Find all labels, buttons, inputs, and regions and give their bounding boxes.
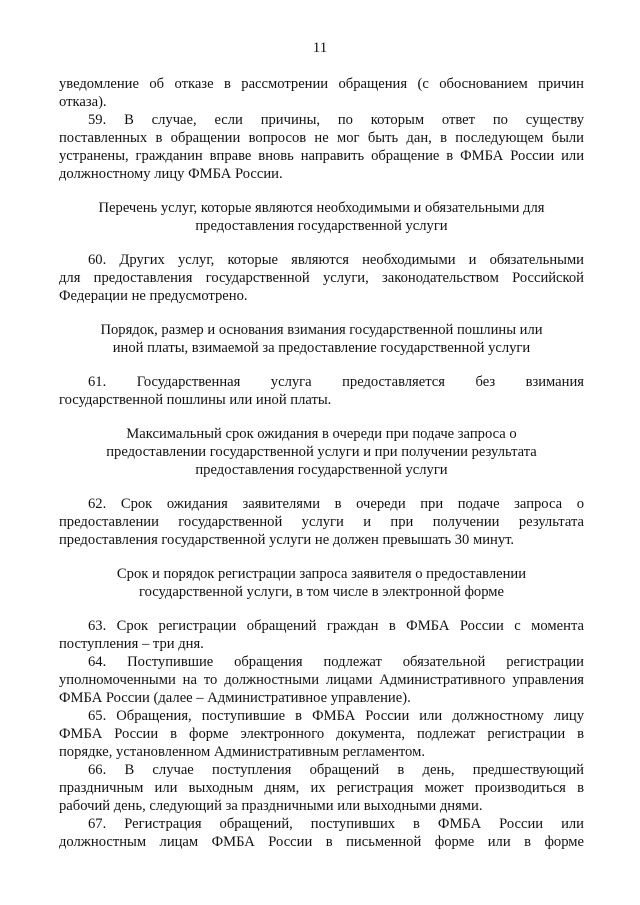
text-line: 59. В случае, если причины, по которым ответ по существу	[88, 112, 584, 128]
text-line: Федерации не предусмотрено.	[59, 288, 248, 304]
text-line: государственной пошлины или иной платы.	[59, 392, 332, 408]
text-line: поступления – три дня.	[59, 636, 204, 652]
text-line: рабочий день, следующий за праздничными или выходными днями.	[59, 798, 483, 814]
text-line: должностному лицу ФМБА России.	[59, 166, 283, 182]
section-heading-line: Перечень услуг, которые являются необходимыми и обязательными для	[98, 200, 545, 216]
text-line: праздничным или выходным дням, их регистрация может производиться в	[59, 780, 584, 796]
text-line: 64. Поступившие обращения подлежат обязательной регистрации	[88, 654, 584, 670]
section-heading-line: государственной услуги, в том числе в электронной форме	[138, 584, 505, 600]
text-line: поставленных в обращении вопросов не мог быть дан, в последующем были	[59, 130, 584, 146]
text-line: предоставления государственной услуги не должен превышать 30 минут.	[59, 532, 515, 548]
text-line: 65. Обращения, поступившие в ФМБА России или должностному лицу	[88, 708, 584, 724]
section-heading-line: Максимальный срок ожидания в очереди при подаче запроса о	[126, 426, 517, 442]
section-heading-line: предоставления государственной услуги	[195, 462, 448, 478]
text-line: должностным лицам ФМБА России в письменной форме или в форме	[59, 834, 584, 850]
text-line: уведомление об отказе в рассмотрении обращения (с обоснованием причин	[59, 76, 584, 92]
text-line: отказа).	[59, 94, 107, 110]
text-line: 62. Срок ожидания заявителями в очереди при подаче запроса о	[88, 496, 584, 512]
text-line: ФМБА России в форме электронного документа, подлежат регистрации в	[59, 726, 584, 742]
section-heading-line: Срок и порядок регистрации запроса заявителя о предоставлении	[116, 566, 527, 582]
section-heading-line: предоставлении государственной услуги и при получении результата	[106, 444, 537, 460]
section-heading-line: иной платы, взимаемой за предоставление государственной услуги	[112, 340, 531, 356]
text-line: 60. Других услуг, которые являются необходимыми и обязательными	[88, 252, 584, 268]
section-heading-line: Порядок, размер и основания взимания государственной пошлины или	[100, 322, 543, 338]
text-line: 61. Государственная услуга предоставляется без взимания	[88, 374, 584, 390]
section-heading-line: предоставления государственной услуги	[195, 218, 448, 234]
text-line: устранены, гражданин вправе вновь направить обращение в ФМБА России или	[59, 148, 584, 164]
text-line: 67. Регистрация обращений, поступивших в ФМБА России или	[88, 816, 584, 832]
text-line: 63. Срок регистрации обращений граждан в ФМБА России с момента	[88, 618, 584, 634]
text-line: для предоставления государственной услуги, законодательством Российской	[59, 270, 584, 286]
text-line: уполномоченными на то должностными лицами Административного управления	[59, 672, 584, 688]
text-line: 66. В случае поступления обращений в день, предшествующий	[88, 762, 584, 778]
text-line: порядке, установленном Административным регламентом.	[59, 744, 425, 760]
page-number: 11	[312, 40, 328, 56]
text-line: ФМБА России (далее – Административное управление).	[59, 690, 411, 706]
text-line: предоставлении государственной услуги и при получении результата	[59, 514, 584, 530]
